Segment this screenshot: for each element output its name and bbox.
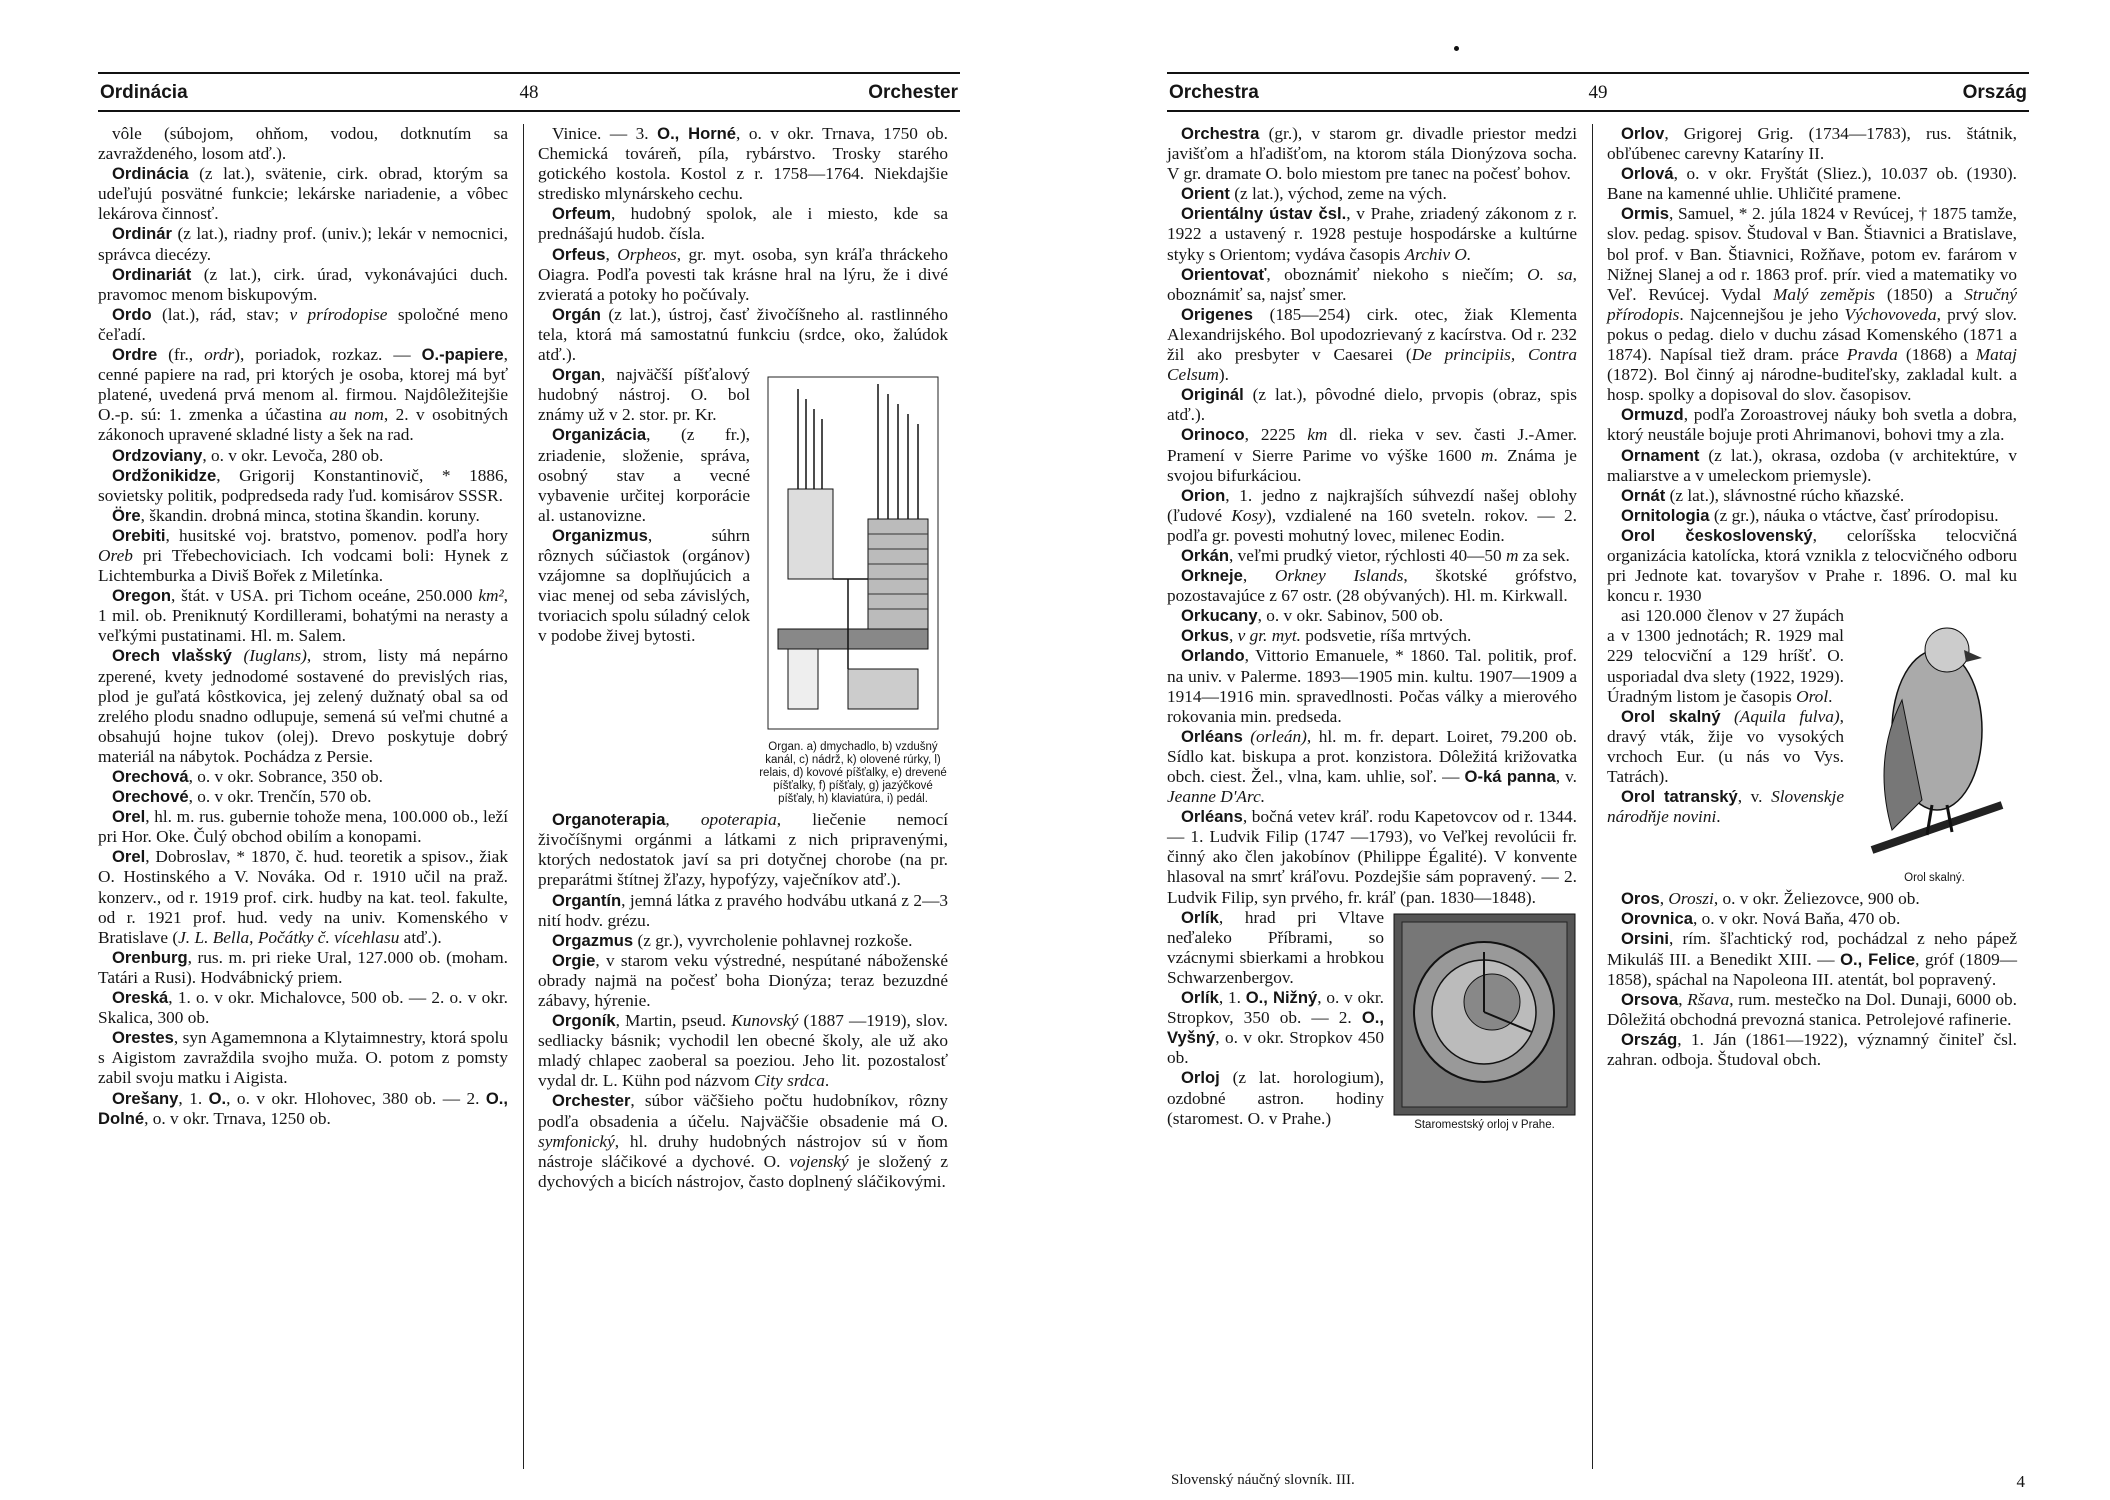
eagle-caption: Orol skalný.	[1904, 872, 1965, 885]
dictionary-entry: Orsova, Ršava, rum. mestečko na Dol. Dunaji, 6000 ob. Dôležitá obchodná prevozná stanica. Petrolejové rafinerie.	[1607, 989, 2017, 1029]
dictionary-entry: Orovnica, o. v okr. Nová Baňa, 470 ob.	[1621, 909, 1901, 929]
orloj-caption: Staromestský orloj v Prahe.	[1414, 1118, 1555, 1131]
dictionary-entry: Orientovať, oboznámiť niekoho s niečím; O. sa, oboznámiť sa, najsť smer.	[1167, 264, 1577, 304]
page-number: 49	[1588, 82, 1608, 103]
dictionary-entry: Organoterapia, opoterapia, liečenie nemocí živočíšnymi orgánmi a látkami z nich pripravenými, ktorých nedostatok javí sa pri dotyčnej chorobe (na pr. preparátmi štítnej žľazy, hypofýzy, vaječníkov atď.).	[538, 810, 948, 890]
header-right-term: Ország	[1962, 82, 2027, 103]
dictionary-entry: Orlov, Grigorej Grig. (1734—1783), rus. štátnik, obľúbenec carevny Kataríny II.	[1607, 124, 2017, 164]
dictionary-entry: Oreská, 1. o. v okr. Michalovce, 500 ob. — 2. o. v okr. Skalica, 300 ob.	[98, 988, 508, 1028]
dictionary-entry: Orkus, v gr. myt. podsvetie, ríša mrtvých.	[1181, 626, 1472, 646]
dictionary-entry: Orlík, hrad pri Vltave neďaleko Příbrami, so vzácnymi sbierkami a hrobkou Schwarzenbergov.	[1167, 907, 1384, 987]
dictionary-entry: Originál (z lat.), pôvodné dielo, prvopis (obraz, spis atď.).	[1167, 385, 1577, 425]
dictionary-entry: Vinice. — 3. O., Horné, o. v okr. Trnava, 1750 ob. Chemická továreň, píla, rybárstvo. Trosky starého gotického kostola. Kostol z r. 1758—1764. Niekdajšie stredisko mlynárskeho cechu.	[538, 124, 948, 204]
dictionary-entry: Orol skalný (Aquila fulva), dravý vták, žije vo vysokých vrchoch Eur. (u nás vo Vys. Tatrách).	[1607, 706, 1844, 786]
column-2	[538, 124, 948, 1192]
dictionary-entry: Orgazmus (z gr.), vyvrcholenie pohlavnej rozkoše.	[552, 930, 913, 950]
column-1	[98, 124, 508, 1129]
dictionary-entry: Orfeus, Orpheos, gr. myt. osoba, syn kráľa thráckeho Oiagra. Podľa povesti tak krásne hral na lýru, že i divé zvieratá a potoky ho počúvaly.	[538, 244, 948, 304]
dictionary-entry: Orkneje, Orkney Islands, škotské grófstvo, pozostavajúce z 67 ostr. (28 obývaných). Hl. m. Kirkwall.	[1167, 566, 1577, 606]
eagle-illustration	[1852, 610, 2017, 870]
dictionary-entry: Orgoník, Martin, pseud. Kunovský (1887 —1919), slov. sedliacky básnik; vychodil len obecné školy, ale už ako mladý chlapec zaoberal sa poeziou. Jeho lit. pozostalosť vydal dr. L. Kühn pod názvom City srdca.	[538, 1011, 948, 1091]
dictionary-entry: Ornitologia (z gr.), náuka o vtáctve, časť prírodopisu.	[1621, 505, 1999, 525]
dictionary-entry: Orel, hl. m. rus. gubernie tohože mena, 100.000 ob., leží pri Hor. Oke. Čulý obchod obilím a konopami.	[98, 807, 508, 847]
dictionary-entry: Orient (z lat.), východ, zeme na vých.	[1181, 184, 1447, 204]
dictionary-entry: Orfeum, hudobný spolok, ale i miesto, kde sa prednášajú hudob. čísla.	[538, 204, 948, 244]
dictionary-entry: Ormis, Samuel, * 2. júla 1824 v Revúcej, † 1875 tamže, slov. pedag. spisov. Študoval v Ban. Štiavnici a Bratislave, bol prof. v Ban. Štiavnici, Rožňave, potom ev. farárom v Nižnej Slanej a od r. 1863 prof. prír. vied a matematiky vo Veľ. Revúcej. Vydal Malý zeměpis (1850) a Stručný přírodopis. Najcennejšou je jeho Výchovoveda, prvý slov. pokus o pedag. dielo v duchu zásad Komenského (1871 a 1874). Napísal tiež dram. práce Pravda (1868) a Mataj (1872). Bol činný aj národne-buditeľsky, zakladal kult. a hosp. spolky a dopisoval do slov. časopisov.	[1607, 204, 2017, 405]
dictionary-entry: Organtín, jemná látka z pravého hodvábu utkaná z 2—3 nití hodv. grézu.	[538, 890, 948, 930]
header-rule-bottom	[1167, 110, 2029, 112]
dictionary-entry: Ordinácia (z lat.), svätenie, cirk. obrad, ktorým sa udeľujú posvätné funkcie; lekárske nariadenie, a vôbec lekárova činnosť.	[98, 164, 508, 224]
footer-title: Slovenský náučný slovník. III.	[1171, 1472, 1355, 1488]
dictionary-entry: Orechové, o. v okr. Trenčín, 570 ob.	[112, 787, 372, 807]
column-1	[1167, 124, 1577, 1136]
dictionary-entry: Orechová, o. v okr. Sobrance, 350 ob.	[112, 767, 383, 786]
column-divider	[523, 124, 524, 1469]
orloj-figure	[1392, 912, 1577, 1132]
dictionary-entry: Orsini, rím. šľachtický rod, pochádzal z neho pápež Mikuláš III. a Benedikt XIII. — O., Felice, gróf (1809—1858), spáchal na Napoleona III. atentát, bol popravený.	[1607, 929, 2018, 989]
dictionary-entry: Orléans, bočná vetev kráľ. rodu Kapetovcov od r. 1344. — 1. Ludvik Filip (1747 —1793), vo Veľkej revolúcii fr. činný ako člen jakobínov (Philippe Égalité). V konvente hlasoval na smrť kráľovu. Pozdejšie sám popravený. — 2. Ludvik Filip, syn prvého, fr. kráľ (pan. 1830—1848).	[1167, 807, 1577, 907]
dictionary-entry: Ország, 1. Ján (1861—1922), významný činiteľ čsl. zahran. odboja. Študoval obch.	[1607, 1029, 2017, 1069]
eagle-figure	[1852, 610, 2017, 885]
dictionary-entry: Orchestra (gr.), v starom gr. divadle priestor medzi javišťom a hľadišťom, na ktorom stála Dionýzova socha. V gr. dramate O. bolo miestom pre tanec na počesť bohov.	[1167, 124, 1577, 184]
dictionary-entry: Ornament (z lat.), okrasa, ozdoba (v architektúre, v maliarstve a v umeleckom priemysle).	[1607, 445, 2017, 485]
column-2-bottom	[1607, 889, 2017, 1070]
dictionary-entry: Oregon, štát. v USA. pri Tichom oceáne, 250.000 km², 1 mil. ob. Preniknutý Kordillerami, bohatými na nerasty a veľkými pustatinami. Hl. m. Salem.	[98, 586, 508, 646]
dictionary-entry: Orgie, v starom veku výstredné, nespútané náboženské obrady najmä na počesť boha Dionýza; teraz bezuzdné zábavy, hýrenie.	[538, 950, 948, 1010]
dictionary-entry: Organizácia, (z fr.), zriadenie, složenie, správa, osobný stav a vecné vybavenie určitej korporácie al. ustanovizne.	[538, 425, 750, 525]
column-2-top	[538, 124, 948, 365]
dictionary-entry: Ordo (lat.), rád, stav; v prírodopise spoločné meno čeľadí.	[98, 304, 508, 344]
dictionary-entry: asi 120.000 členov v 27 župách a v 1300 jednotách; R. 1929 mal 229 telocviční a 129 hríšť. O. usporiadal dva slety (1922, 1929). Úradným listom je časopis Orol.	[1607, 606, 1844, 706]
dictionary-entry: Orlando, Vittorio Emanuele, * 1860. Tal. politik, prof. na univ. v Palerme. 1893—1905 min. kultu. 1907—1909 a 1914—1916 min. spravedlnosti. Počas války a mierového rokovania min. predseda.	[1167, 646, 1577, 726]
page-number: 48	[519, 82, 539, 103]
right-page	[1167, 0, 2029, 1500]
dictionary-entry: Orinoco, 2225 km dl. rieka v sev. časti J.-Amer. Pramení v Sierre Parime vo výške 1600 m. Známa je svojou bifurkáciou.	[1167, 425, 1577, 485]
dictionary-entry: Orloj (z lat. horologium), ozdobné astron. hodiny (staromest. O. v Prahe.)	[1167, 1068, 1384, 1128]
dictionary-entry: Orléans (orleán), hl. m. fr. depart. Loiret, 79.200 ob. Sídlo kat. biskupa a prot. konzistora. Dôležitá križovatka obch. ciest. Žel., vlna, kam. uhlie, soľ. — O-ká panna, v. Jeanne D'Arc.	[1167, 726, 1577, 807]
dictionary-entry: Ordžonikidze, Grigorij Konstantinovič, * 1886, sovietsky politik, podpredseda rady ľud. komisárov SSSR.	[98, 465, 508, 505]
dictionary-entry: Orkucany, o. v okr. Sabinov, 500 ob.	[1181, 606, 1444, 626]
signature-mark: 4	[2016, 1472, 2025, 1491]
column-2-bottom	[538, 810, 948, 1192]
dictionary-entry: Ormuzd, podľa Zoroastrovej náuky boh svetla a dobra, ktorý neustále bojuje proti Ahrimanovi, bohovi tmy a zla.	[1607, 405, 2017, 445]
dictionary-entry: Orlík, 1. O., Nižný, o. v okr. Stropkov, 350 ob. — 2. O., Vyšný, o. v okr. Stropkov 450 ob.	[1167, 988, 1384, 1068]
organ-illustration	[758, 369, 948, 739]
dictionary-entry: Orech vlašský (Iuglans), strom, listy má nepárno zperené, kvety jednodomé sostavené do previslých rias, plod je guľatá kôstkovica, jej zelený dužnatý obal sa od zrelého plodu snadno odlupuje, semená sú veľmi chutné a obsahujú hojne tukov (olej). Drevo poskytuje dobrý materiál na nábytok. Pochádza z Persie.	[98, 646, 508, 766]
dictionary-entry: Organizmus, súhrn rôznych súčiastok (orgánov) vzájomne sa doplňujúcich a viac menej od seba závislých, tvoriacich spolu súladný celok v podobe živej bytosti.	[538, 525, 750, 646]
dictionary-entry: Origenes (185—254) cirk. otec, žiak Klementa Alexandrijského. Bol upodozrievaný z kacírstva. Od r. 232 žil ako presbyter v Caesarei (De principiis, Contra Celsum).	[1167, 304, 1577, 385]
header-left-term: Orchestra	[1169, 82, 1259, 103]
dictionary-entry: Orgán (z lat.), ústroj, časť živočíšneho al. rastlinného tela, ktorá má samostatnú funkciu (srdce, oko, žalúdok atď.).	[538, 304, 948, 365]
dictionary-entry: Oros, Oroszi, o. v okr. Želiezovce, 900 ob.	[1621, 889, 1920, 909]
header-rule	[1167, 72, 2029, 74]
dictionary-entry: Orion, 1. jedno z najkrajších súhvezdí našej oblohy (ľudové Kosy), vzdialené na 160 sveteln. rokov. — 2. podľa gr. povesti mohutný lovec, milenec Eodin.	[1167, 485, 1577, 545]
dictionary-entry: Ordre (fr., ordr), poriadok, rozkaz. — O.-papiere, cenné papiere na rad, pri ktorých je osoba, ktorej má byť platené, uvedená prvá menom al. firmou. Najdôležitejšie O.-p. sú: 1. zmenka a účastina au nom, 2. v osobitných zákonoch upravené skladné listy a šek na rad.	[98, 345, 508, 445]
dictionary-entry: Orlová, o. v okr. Fryštát (Sliez.), 10.037 ob. (1930). Bane na kamenné uhlie. Uhličité pramene.	[1607, 164, 2017, 204]
column-2-top	[1607, 124, 2017, 606]
column-1-top	[1167, 124, 1577, 908]
organ-figure	[758, 369, 948, 806]
dictionary-entry: Orešany, 1. O., o. v okr. Hlohovec, 380 ob. — 2. O., Dolné, o. v okr. Trnava, 1250 ob.	[98, 1088, 509, 1128]
header-rule	[98, 72, 960, 74]
dictionary-entry: Ordinariát (z lat.), cirk. úrad, vykonávajúci duch. pravomoc menom biskupovým.	[98, 264, 508, 304]
dictionary-entry: Orol československý, celoríšska telocvičná organizácia katolícka, ktorá vznikla z telocvičného odboru pri Jednote kat. tovaryšov v Prahe r. 1896. O. mal ku koncu r. 1930	[1607, 525, 2017, 606]
column-2	[1607, 124, 2017, 1070]
header-left-term: Ordinácia	[100, 82, 188, 103]
organ-caption: Organ. a) dmychadlo, b) vzdušný kanál, c) nádrž, k) olovené rúrky, l) relais, d) kovové píšťalky, e) drevené píšťalky, f) píšťaly, g) jazýčkové píšťaly, h) klaviatúra, i) pedál.	[759, 741, 947, 806]
dictionary-entry: Orenburg, rus. m. pri rieke Ural, 127.000 ob. (moham. Tatári a Rusi). Hodvábnický priem.	[98, 947, 508, 987]
left-page	[98, 0, 960, 1500]
dictionary-entry: Ornát (z lat.), slávnostné rúcho kňazské.	[1621, 485, 1905, 505]
dictionary-entry: vôle (súbojom, ohňom, vodou, dotknutím sa zavraždeného, losom atď.).	[98, 124, 508, 164]
header-right-term: Orchester	[868, 82, 958, 103]
header-rule-bottom	[98, 110, 960, 112]
dictionary-entry: Orchester, súbor väčšieho počtu hudobníkov, rôzny podľa obsadenia a účelu. Najväčšie obsadenie má O. symfonický, hl. druhy hudobných nástrojov sú v ňom nástroje sláčikové a dychové. O. vojenský je složený z dychových a bicích nástrojov, často doplnený sláčikovými.	[538, 1091, 948, 1191]
column-divider	[1592, 124, 1593, 1469]
dictionary-entry: Öre, škandin. drobná minca, stotina škandin. koruny.	[112, 505, 480, 525]
dictionary-entry: Orebiti, husitské voj. bratstvo, pomenov. podľa hory Oreb pri Třebechoviciach. Ich vodcami boli: Hynek z Lichtemburka a Diviš Bořek z Miletínka.	[98, 525, 508, 586]
dictionary-entry: Ordinár (z lat.), riadny prof. (univ.); lekár v nemocnici, správca diecézy.	[98, 224, 508, 264]
dictionary-entry: Orientálny ústav čsl., v Prahe, zriadený zákonom z r. 1922 a ustavený r. 1928 pestuje hospodárske a kultúrne styky s Orientom; vydáva časopis Archiv O.	[1167, 204, 1577, 264]
dictionary-entry: Organ, najväčší píšťalový hudobný nástroj. O. bol známy už v 2. stor. pr. Kr.	[538, 365, 750, 425]
orloj-illustration	[1392, 912, 1577, 1117]
dictionary-entry: Ordzoviany, o. v okr. Levoča, 280 ob.	[112, 445, 384, 465]
dictionary-entry: Orkán, veľmi prudký vietor, rýchlosti 40—50 m za sek.	[1181, 545, 1570, 565]
dictionary-entry: Orol tatranský, v. Slovenskje národňje novini.	[1607, 787, 1844, 827]
dictionary-entry: Orestes, syn Agamemnona a Klytaimnestry, ktorá spolu s Aigistom zavraždila svojho muža. O. potom z pomsty zabil svoju matku i Aigista.	[98, 1028, 508, 1088]
dictionary-entry: Orel, Dobroslav, * 1870, č. hud. teoretik a spisov., žiak O. Hostinského a V. Nováka. Od r. 1910 učil na praž. konzerv., od r. 1919 prof. cirk. hudby na kat. teol. fakulte, od r. 1921 prof. hud. vedy na univ. Komenského v Bratislave (J. L. Bella, Počátky č. vícehlasu atď.).	[98, 847, 508, 947]
